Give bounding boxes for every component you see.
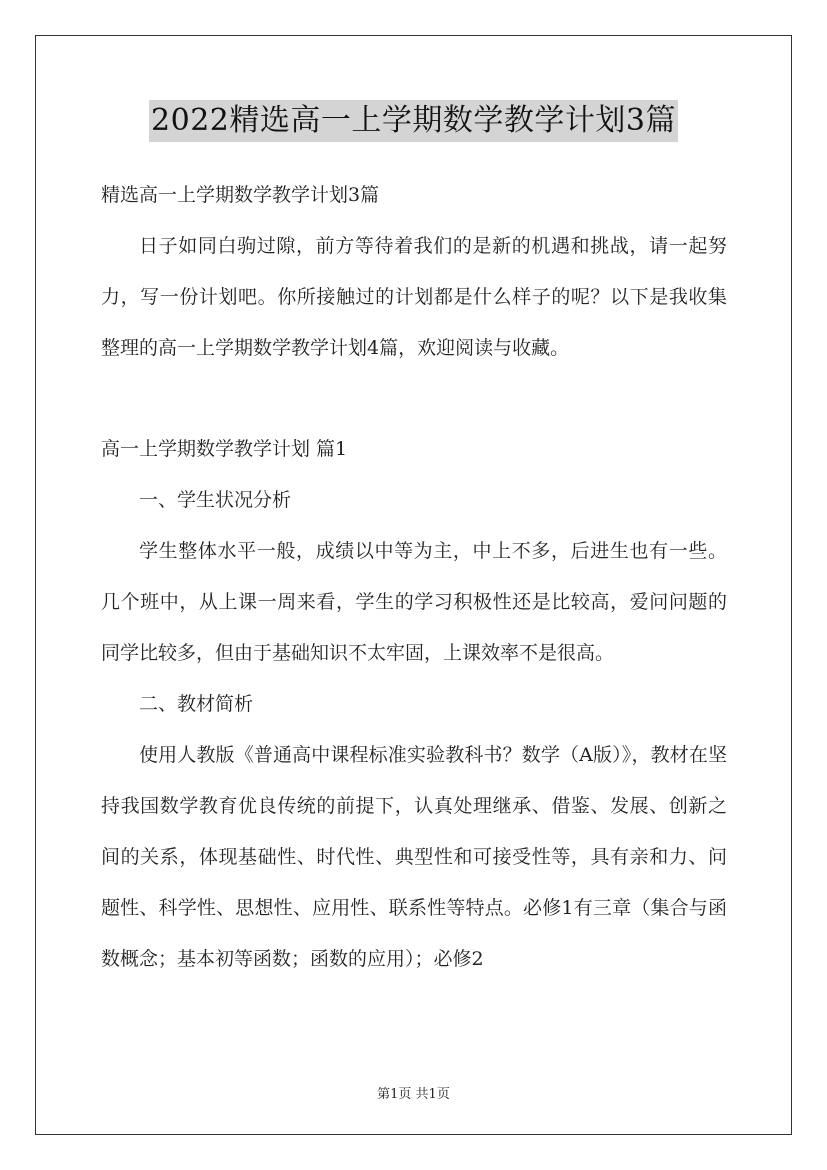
part2-heading: 二、教材简析 [139,693,254,715]
part2-paragraph: 使用人教版《普通高中课程标准实验教科书？数学（A版）》，教材在坚持我国数学教育优良传统的前提下，认真处理继承、借鉴、发展、创新之间的关系，体现基础性、时代性、典型性和可接受性等，具有亲和力、问题性、科学性、思想性、应用性、联系性等特点。必修1有三章（集合与函数概念；基本初等函数；函数的应用）；必修2 [101,744,727,970]
document-title: 2022精选高一上学期数学教学计划3篇 [149,100,678,142]
title-container [0,100,827,142]
intro-paragraph: 日子如同白驹过隙，前方等待着我们的是新的机遇和挑战，请一起努力，写一份计划吧。你所接触过的计划都是什么样子的呢？以下是我收集整理的高一上学期数学教学计划4篇，欢迎阅读与收藏。 [101,235,727,359]
section-heading: 高一上学期数学教学计划 篇1 [101,438,348,460]
document-subtitle: 精选高一上学期数学教学计划3篇 [101,184,380,206]
part1-paragraph: 学生整体水平一般，成绩以中等为主，中上不多，后进生也有一些。几个班中，从上课一周来看，学生的学习积极性还是比较高，爱问问题的同学比较多，但由于基础知识不太牢固，上课效率不是很高。 [101,540,727,664]
section-gap [101,374,727,424]
page-footer: 第1页 共1页 [377,1087,450,1102]
document-body [101,170,727,985]
part1-heading: 一、学生状况分析 [139,489,292,511]
